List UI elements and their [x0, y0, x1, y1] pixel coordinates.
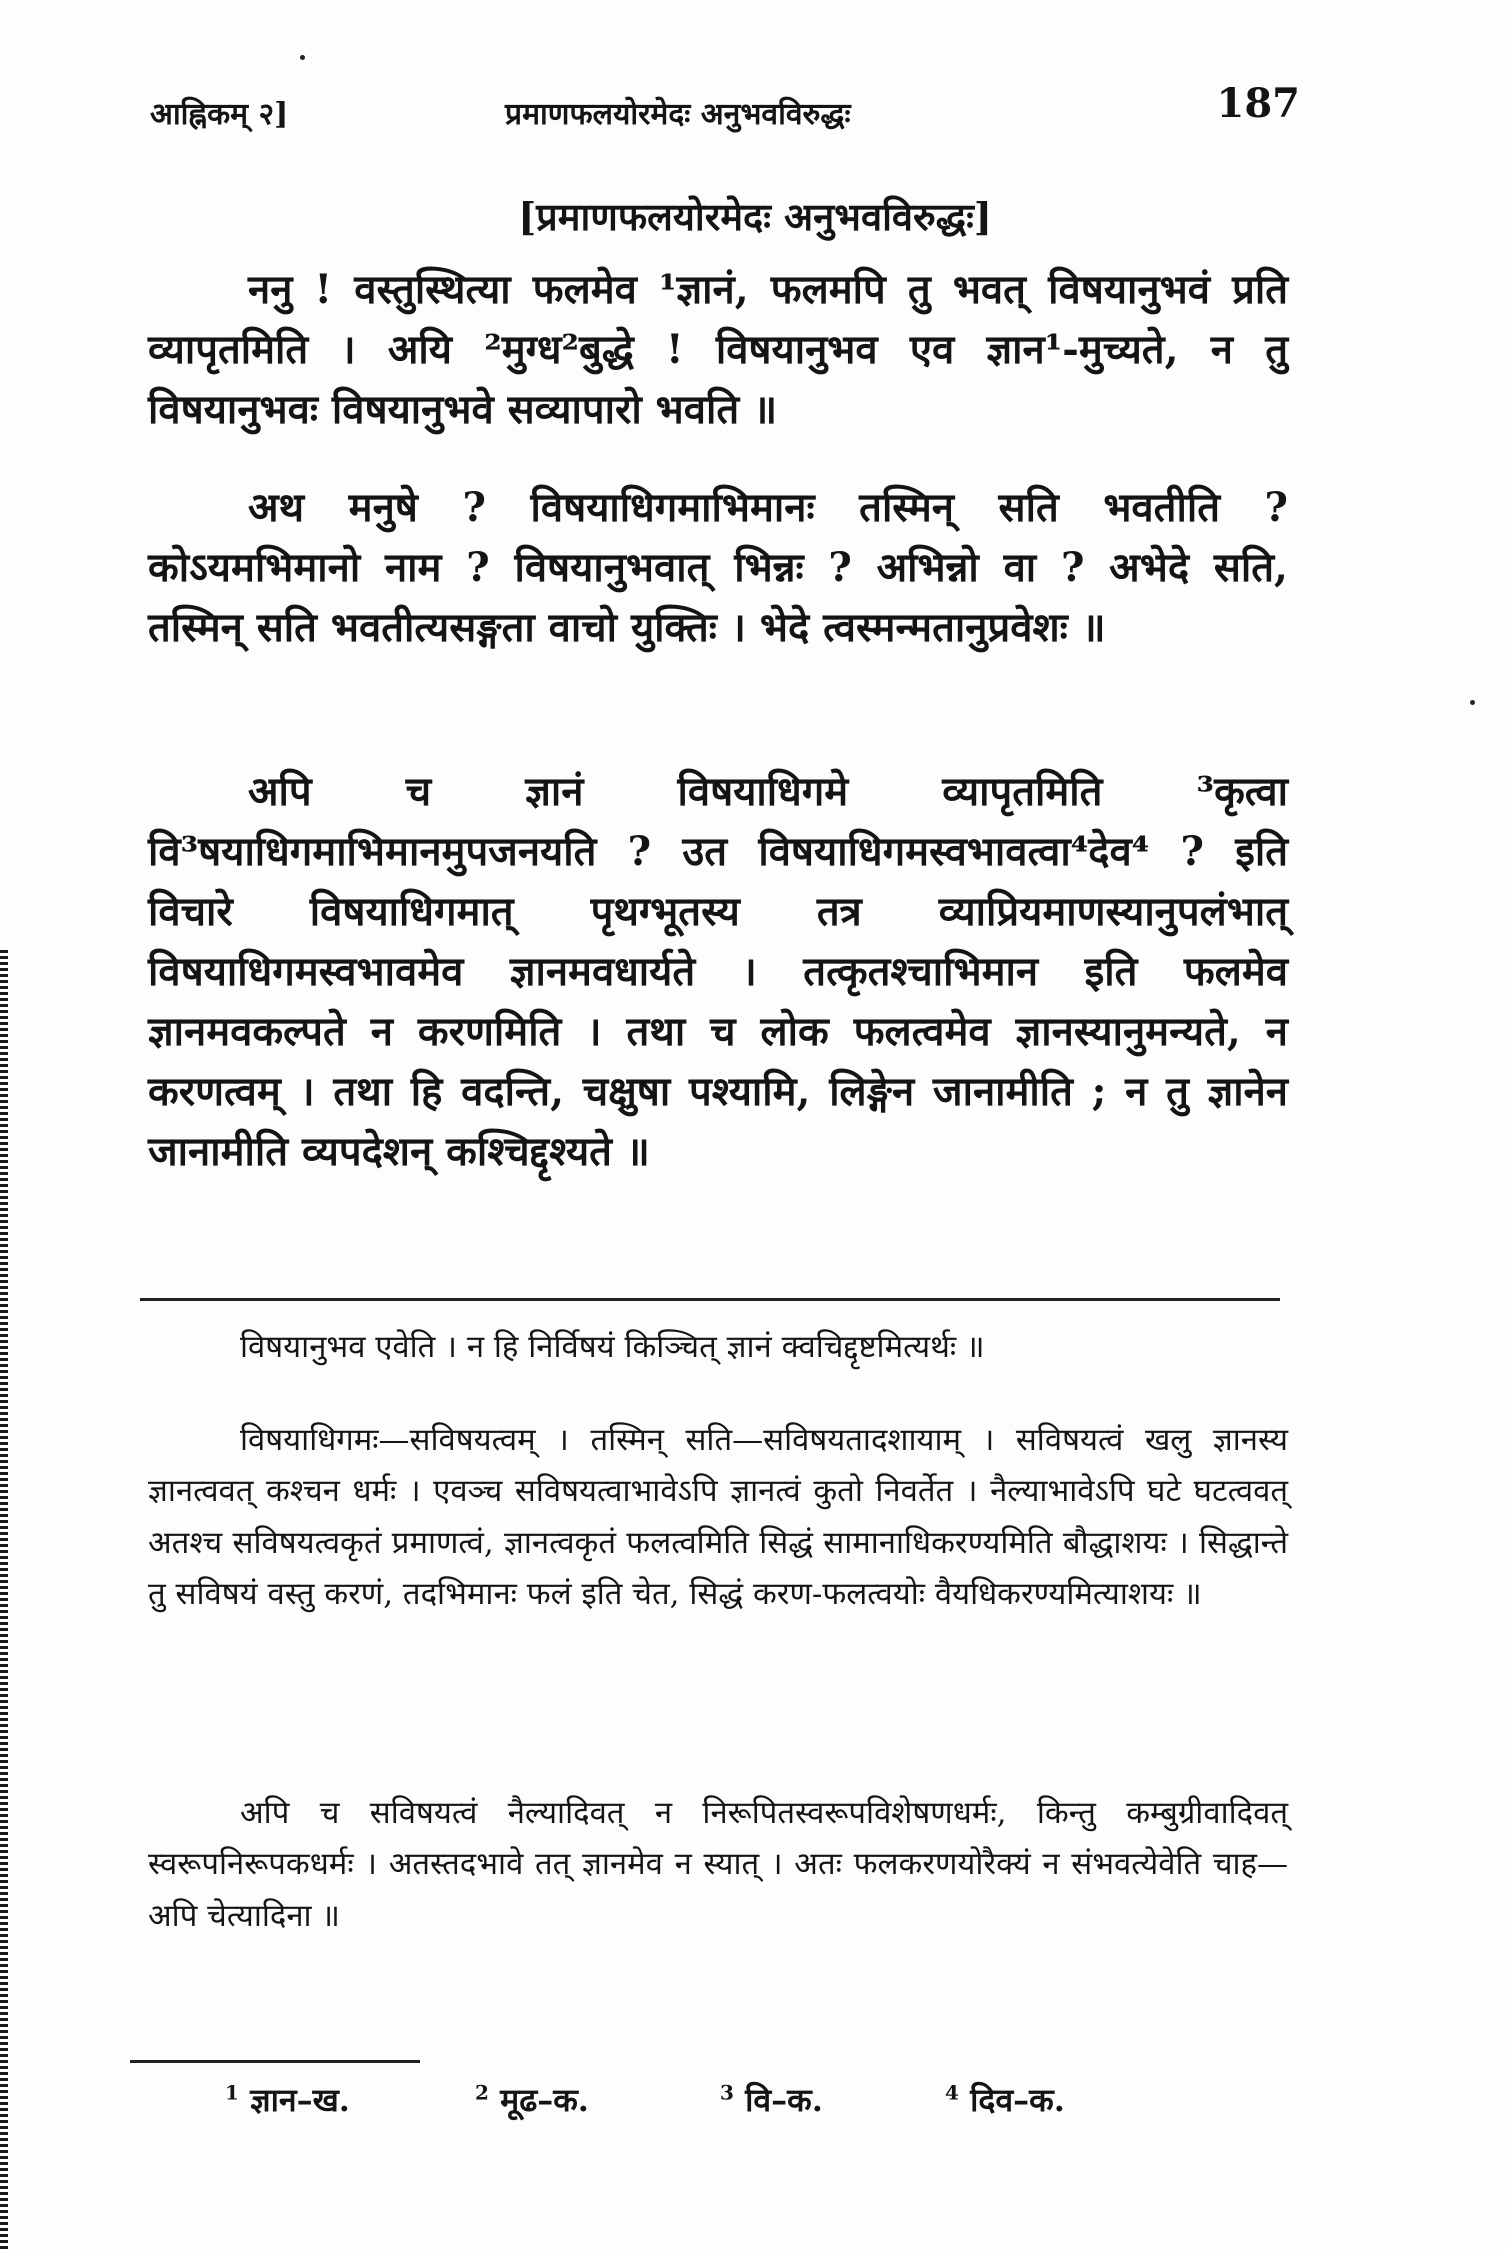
main-paragraph-1: ननु ! वस्तुस्थित्या फलमेव ¹ज्ञानं, फलमपि तु भवत् विषयानुभवं प्रति व्यापृतमिति । अयि ²मुग्ध²बुद्धे ! विषयानुभव एव ज्ञान¹-मुच्यते, न तु विषयानुभवः विषयानुभवे सव्यापारो भवति ॥	[148, 266, 1288, 433]
scan-speck	[300, 55, 305, 60]
footnote-2	[475, 2078, 589, 2121]
text-commentary-divider	[140, 1298, 1280, 1301]
scan-speck	[1470, 700, 1475, 705]
footnote-3	[720, 2078, 823, 2121]
footnote-3-text: वि–क.	[745, 2081, 823, 2119]
footnote-2-marker: 2	[475, 2080, 489, 2105]
page-number: 187	[1216, 80, 1300, 127]
header-chapter: आह्निकम् २]	[150, 97, 289, 132]
footnote-2-text: मूढ–क.	[500, 2081, 589, 2119]
main-paragraph-2: अथ मनुषे ? विषयाधिगमाभिमानः तस्मिन् सति भवतीति ? कोऽयमभिमानो नाम ? विषयानुभवात् भिन्नः ? अभिन्नो वा ? अभेदे सति, तस्मिन् सति भवतीत्यसङ्गता वाचो युक्तिः । भेदे त्वस्मन्मतानुप्रवेशः ॥	[148, 484, 1288, 651]
section-heading: [प्रमाणफलयोरमेदः अनुभवविरुद्धः]	[518, 194, 992, 239]
header-title: प्रमाणफलयोरमेदः अनुभवविरुद्धः	[505, 97, 851, 132]
footnote-4-marker: 4	[945, 2080, 959, 2105]
footnote-4-text: दिव–क.	[970, 2081, 1065, 2119]
footnote-4	[945, 2078, 1065, 2121]
running-header	[150, 80, 1300, 150]
footnote-1-marker: 1	[225, 2080, 239, 2105]
footnote-3-marker: 3	[720, 2080, 734, 2105]
main-paragraph-3: अपि च ज्ञानं विषयाधिगमे व्यापृतमिति ³कृत्वा वि³षयाधिगमाभिमानमुपजनयति ? उत विषयाधिगमस्वभावत्वा⁴देव⁴ ? इति विचारे विषयाधिगमात् पृथग्भूतस्य तत्र व्याप्रियमाणस्यानुपलंभात् विषयाधिगमस्वभावमेव ज्ञानमवधार्यते । तत्कृतश्चाभिमान इति फलमेव ज्ञानमवकल्पते न करणमिति । तथा च लोक फलत्वमेव ज्ञानस्यानुमन्यते, न करणत्वम् । तथा हि वदन्ति, चक्षुषा पश्यामि, लिङ्गेन जानामीति ; न तु ज्ञानेन जानामीति व्यपदेशन् कश्चिद्दृश्यते ॥	[148, 768, 1288, 1175]
footnote-divider	[130, 2060, 420, 2063]
footnotes	[225, 2078, 1175, 2138]
commentary-paragraph-3: अपि च सविषयत्वं नैल्यादिवत् न निरूपितस्वरूपविशेषणधर्मः, किन्तु कम्बुग्रीवादिवत् स्वरूपनिरूपकधर्मः । अतस्तदभावे तत् ज्ञानमेव न स्यात् । अतः फलकरणयोरैक्यं न संभवत्येवेति चाह—अपि चेत्यादिना ॥	[148, 1795, 1288, 1934]
footnote-1	[225, 2078, 350, 2121]
commentary-paragraph-1: विषयानुभव एवेति । न हि निर्विषयं किञ्चित् ज्ञानं क्वचिद्दृष्टमित्यर्थः ॥	[240, 1329, 985, 1365]
footnote-1-text: ज्ञान–ख.	[250, 2081, 350, 2119]
scan-binding-edge	[0, 950, 8, 2249]
commentary-paragraph-2: विषयाधिगमः—सविषयत्वम् । तस्मिन् सति—सविषयतादशायाम् । सविषयत्वं खलु ज्ञानस्य ज्ञानत्ववत् कश्चन धर्मः । एवञ्च सविषयत्वाभावेऽपि ज्ञानत्वं कुतो निवर्तेत । नैल्याभावेऽपि घटे घटत्ववत् अतश्च सविषयत्वकृतं प्रमाणत्वं, ज्ञानत्वकृतं फलत्वमिति सिद्धं सामानाधिकरण्यमिति बौद्धाशयः । सिद्धान्ते तु सविषयं वस्तु करणं, तदभिमानः फलं इति चेत, सिद्धं करण-फलत्वयोः वैयधिकरण्यमित्याशयः ॥	[148, 1422, 1288, 1613]
